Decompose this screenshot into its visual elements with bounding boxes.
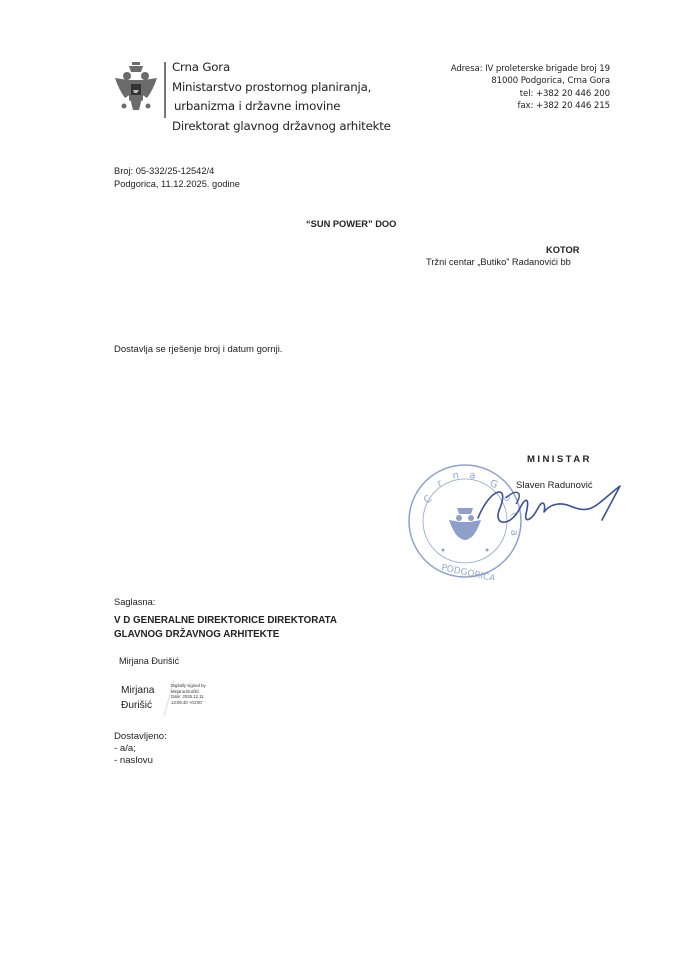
svg-text:G: G: [487, 477, 500, 492]
digital-signature-info-line: Mirjana Đurišić: [171, 688, 200, 694]
distribution-block: [114, 731, 167, 768]
distribution-item: - a/a;: [114, 743, 136, 755]
recipient-address: Tržni centar „Butiko” Radanovići bb: [426, 257, 571, 267]
montenegro-coat-of-arms-icon: [113, 60, 159, 128]
digital-signature-info-line: Date: 2025.12.11: [171, 694, 204, 699]
svg-text:PODGORICA: PODGORICA: [440, 563, 497, 580]
digital-signature-name: [121, 683, 154, 713]
distribution-item: - naslovu: [114, 755, 153, 767]
header-divider: [164, 62, 166, 118]
recipient-city: KOTOR: [546, 245, 580, 255]
organization-block: [172, 58, 391, 136]
contact-address: Adresa: IV proleterske brigade broj 19: [450, 64, 610, 74]
approval-title-line2: GLAVNOG DRŽAVNOG ARHITEKTE: [114, 628, 280, 640]
ministry-name-cont: urbanizma i državne imovine: [174, 99, 341, 113]
approval-label: Saglasna:: [114, 597, 156, 607]
contact-tel: tel: +382 20 446 200: [519, 88, 610, 99]
svg-text:a: a: [468, 470, 477, 482]
ministry-name: Ministarstvo prostornog planiranja,: [172, 79, 372, 94]
svg-text:n: n: [451, 470, 460, 482]
svg-text:r: r: [507, 510, 519, 520]
contact-fax: fax: +382 20 446 215: [517, 100, 610, 111]
distribution-label: Dostavljeno:: [114, 731, 167, 742]
reference-block: [114, 165, 240, 191]
country-name: Crna Gora: [172, 60, 230, 74]
recipient-name: “SUN POWER” DOO: [306, 219, 397, 229]
reference-place-date: Podgorica, 11.12.2025. godine: [114, 179, 240, 190]
digital-signature-info-line: Digitally signed by: [171, 683, 206, 688]
handwritten-signature-icon: [470, 478, 630, 538]
approval-name: Mirjana Đurišić: [119, 656, 180, 666]
digital-signature-info: [171, 683, 206, 705]
approval-title-line1: V D GENERALNE DIREKTORICE DIREKTORATA: [114, 615, 337, 626]
svg-text:o: o: [500, 492, 513, 505]
svg-text:a: a: [508, 529, 520, 537]
minister-name: Slaven Radunović: [516, 480, 593, 491]
digital-signature-last-name: Đurišić: [121, 700, 153, 711]
svg-text:r: r: [435, 478, 445, 490]
digital-signature-first-name: Mirjana: [121, 685, 155, 696]
body-text: Dostavlja se rješenje broj i datum gornji.: [114, 344, 283, 355]
directorate-name: Direktorat glavnog državnog arhitekte: [172, 118, 391, 133]
svg-text:C: C: [421, 493, 435, 507]
approval-title: [114, 614, 337, 641]
contact-block: [451, 63, 610, 112]
minister-title: MINISTAR: [527, 454, 592, 465]
digital-signature-info-line: 13:05:40 +01'00': [171, 699, 203, 705]
reference-number: Broj: 05-332/25-12542/4: [114, 166, 215, 176]
contact-postal: 81000 Podgorica, Crna Gora: [491, 76, 610, 87]
